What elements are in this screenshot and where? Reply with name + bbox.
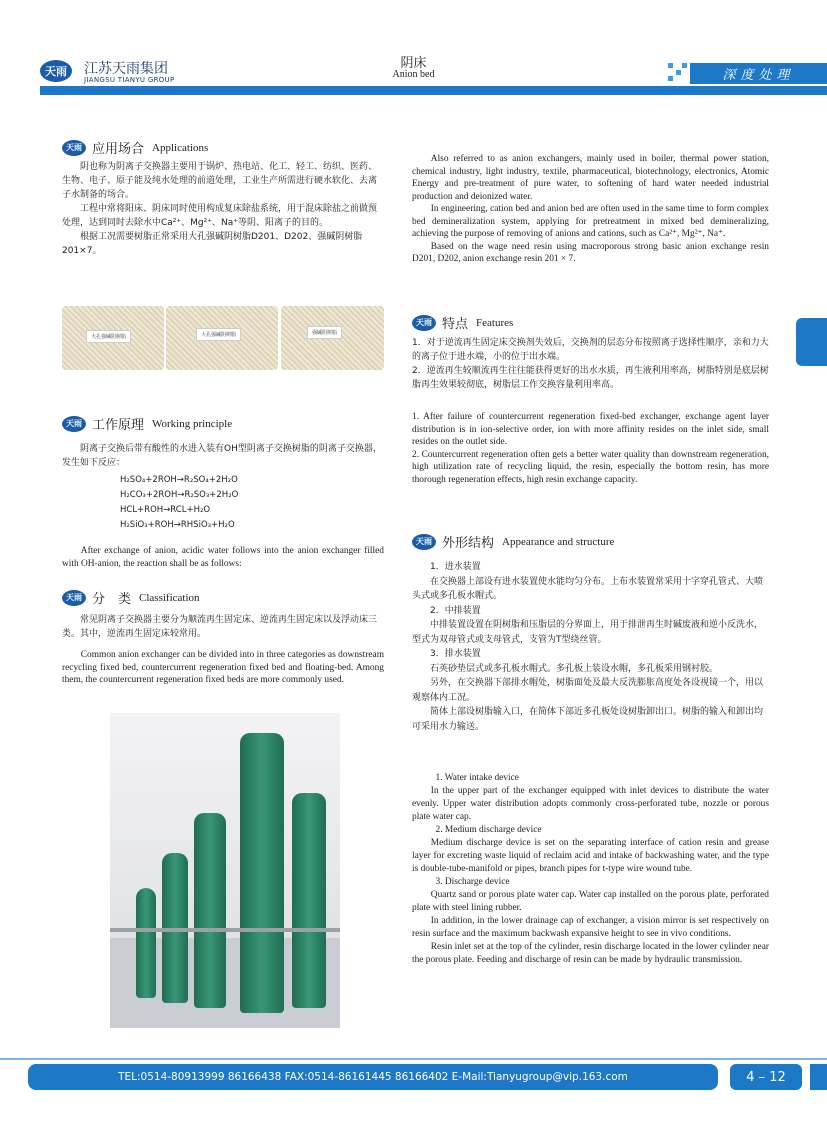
subheading: 3．排水装置 [430,649,481,659]
decor-square [668,63,673,68]
subheading: 2. Medium discharge device [435,825,542,835]
paragraph: 根据工况需要树脂正常采用大孔强碱阴树脂D201、D202、强碱阴树脂201×7。 [62,232,363,256]
section-tag: 深度处理 [690,63,827,84]
footer-contact: TEL:0514-80913999 86166438 FAX:0514-86161445 86166402 E-Mail:Tianyugroup@vip.163.com [118,1071,628,1083]
logo-icon: 天雨 [412,315,436,331]
paragraph: In addition, in the lower drainage cap of exchanger, a vision mirror is set respectively on resin surface and the maximum backwash expansive height to see in vivo conditions. [412,916,769,939]
classification-en-text [62,649,384,687]
applications-cn-text [62,160,384,258]
heading-cn: 特点 [442,317,469,332]
subheading: 1. Water intake device [435,773,519,783]
paragraph: 石英砂垫层式或多孔板水帽式。多孔板上装设水帽，多孔板采用钢衬胶。 [430,663,719,674]
list-item: 1．对于逆流再生固定床交换剂失效后，交换剂的层态分布按照离子选择性顺序，亲和力大的离子位于进水端，小的位于出水端。 [412,338,769,362]
heading-en: Applications [152,141,209,154]
paragraph: 阴也称为阴离子交换器主要用于锅炉、热电站、化工、轻工、纺织、医药、生物、电子、原子能及纯水处理的前道处理，工业生产所需进行硬水软化、去离子水制备的场合。 [62,162,378,200]
paragraph: Based on the wage need resin using macroporous strong basic anion exchange resin D201, D202, anion exchange resin 201 × 7. [412,241,769,264]
tank [292,793,326,1008]
paragraph: Quartz sand or porous plate water cap. Water cap installed on the porous plate, perforated plate with steel lining rubber. [412,890,769,913]
company-logo: 天雨 [40,60,72,82]
applications-en-text [412,153,769,266]
paragraph: Also referred to as anion exchangers, mainly used in boiler, thermal power station, chemical industry, light industry, textile, pharmaceutical, biotechnology, electronics, Atomic Energy and pre-treatment of pure water, to softening of hard water needed industrial production and deionized water. [412,154,769,202]
list-item: 2. Countercurrent regeneration often gets a better water quality than downstream regeneration, high utilization rate of recycling liquid, the resin, especially the bottom resin, has more thorough regeneration effects, high resin exchange capacity. [412,449,769,485]
page-number: 4 – 12 [730,1064,802,1090]
features-en-text [412,411,769,486]
decor-square [676,70,681,75]
paragraph: Medium discharge device is set on the separating interface of cation resin and grease layer for excreting waste liquid of reclaim acid and intake of backwashing water, and the type is double-tube-manifold or pipes, branch pipes for t-type wire wound tube. [412,838,769,874]
paragraph: Common anion exchanger can be divided into in three categories as downstream recycling fixed bed, countercurrent regeneration fixed bed and floating-bed. Among them, the countercurrent regeneration fixed beds are more commonly used. [62,650,384,685]
paragraph: After exchange of anion, acidic water follows into the anion exchanger filled with OH-anion, the reaction shall be as follows: [62,546,384,569]
tank [240,733,284,1013]
classification-heading [62,588,200,607]
page-edge [810,1064,827,1090]
heading-en: Features [476,316,514,329]
paragraph: 中排装置设置在阴树脂和压脂层的分界面上，用于排泄再生时碱废液和逆小反洗水，型式为双母管式或支母管式，支管为T型绕丝管。 [412,620,764,645]
working-cn-text [62,442,384,470]
logo-icon: 天雨 [62,416,86,432]
equation: H₂SiO₃+ROH→RHSiO₃+H₂O [120,520,235,530]
list-item: 2．逆流再生较顺流再生往往能获得更好的出水水质，再生液利用率高，树脂特别是底层树脂再生效果较彻底，树脂层工作交换容量利用率高。 [412,366,769,390]
working-en-text [62,545,384,570]
heading-en: Classification [139,591,200,604]
side-tab [796,318,827,366]
applications-heading [62,138,208,157]
paragraph: 工程中常将阳床、阴床同时使用构成复床除盐系统，用于混床除盐之前做预处理，达到同时去除水中Ca²⁺、Mg²⁺、Na⁺等阴、阳离子的目的。 [62,204,378,228]
footer-divider [0,1058,827,1060]
heading-cn: 外形结构 [442,536,495,551]
paragraph: Resin inlet set at the top of the cylinder, resin discharge located in the lower cylinder near the porous plate. Feeding and discharge of resin can be made by hydraulic transmission. [412,942,769,965]
tank [194,813,226,1008]
paragraph: 另外，在交换器下部排水帽处，树脂面处及最大反洗膨胀高度处各设视镜一个，用以观察体内工况。 [412,678,764,703]
pipe [110,928,340,932]
working-heading [62,414,232,433]
page-title-cn: 阴床 [400,56,427,71]
paragraph: 阴离子交换后带有酸性的水进入装有OH型阴离子交换树脂的阴离子交换器，发生如下反应： [62,444,382,468]
paragraph: In engineering, cation bed and anion bed are often used in the same time to form complex bed demineralization system, applying for pretreatment in mixed bed demineralizing, achieving the purpose of removing of anions and cations, such as Ca²⁺, Mg²⁺, Na⁺. [412,204,769,239]
features-heading [412,313,513,332]
subheading: 1．进水装置 [430,562,481,572]
page-title-en: Anion bed [392,69,435,80]
classification-cn-text [62,613,384,641]
equation: H₂SO₄+2ROH→R₂SO₄+2H₂O [120,475,238,485]
list-item: 1. After failure of countercurrent regeneration fixed-bed exchanger, exchange agent layer distribution is in ion-selective order, ion with more affinity resides on the inlet side, small resides on the outlet side. [412,412,769,447]
subheading: 3. Discharge device [435,877,510,887]
resin-photo [166,306,278,370]
company-name-en: JIANGSU TIANYU GROUP [84,76,175,84]
resin-label: 大孔强碱阴树脂 [196,328,241,341]
ion-exchanger-photo [110,713,340,1028]
heading-cn: 应用场合 [92,142,145,157]
subheading: 2．中排装置 [430,605,481,616]
logo-icon: 天雨 [412,534,436,550]
decor-square [682,63,687,68]
paragraph: 常见阴离子交换器主要分为顺流再生固定床、逆流再生固定床以及浮动床三类。其中，逆流再生固定床较常用。 [62,615,378,639]
features-cn-text [412,336,769,392]
logo-icon: 天雨 [62,590,86,606]
company-name-cn: 江苏天雨集团 [84,61,168,77]
equation: HCL+ROH→RCL+H₂O [120,505,211,515]
heading-en: Appearance and structure [502,535,615,548]
resin-label: 大孔强碱阴树脂 [86,330,131,343]
structure-cn-text [412,560,769,734]
heading-en: Working principle [152,417,233,430]
paragraph: 在交换器上部设有进水装置使水能均匀分布。上布水装置常采用十字穿孔管式、大喷头式或多孔板水帽式。 [412,576,764,601]
resin-photo [62,306,164,370]
paragraph: 简体上部设树脂输入口，在简体下部近多孔板处设树脂卸出口。树脂的输入和卸出均可采用水力输送。 [412,707,764,732]
heading-cn: 工作原理 [92,418,145,433]
structure-en-text [412,772,769,967]
equation: H₂CO₃+2ROH→R₂SO₃+2H₂O [120,490,239,500]
resin-photo [281,306,384,370]
header-bar [40,86,827,95]
logo-icon: 天雨 [62,140,86,156]
tank [136,888,156,998]
structure-heading [412,532,614,551]
decor-square [668,76,673,81]
paragraph: In the upper part of the exchanger equipped with inlet devices to distribute the water evenly. Upper water distribution adopts commonly cross-perforated tube, nozzle or porous plate water cap. [412,786,769,822]
resin-label: 强碱阴树脂 [307,326,342,339]
heading-cn: 分 类 [92,592,132,607]
